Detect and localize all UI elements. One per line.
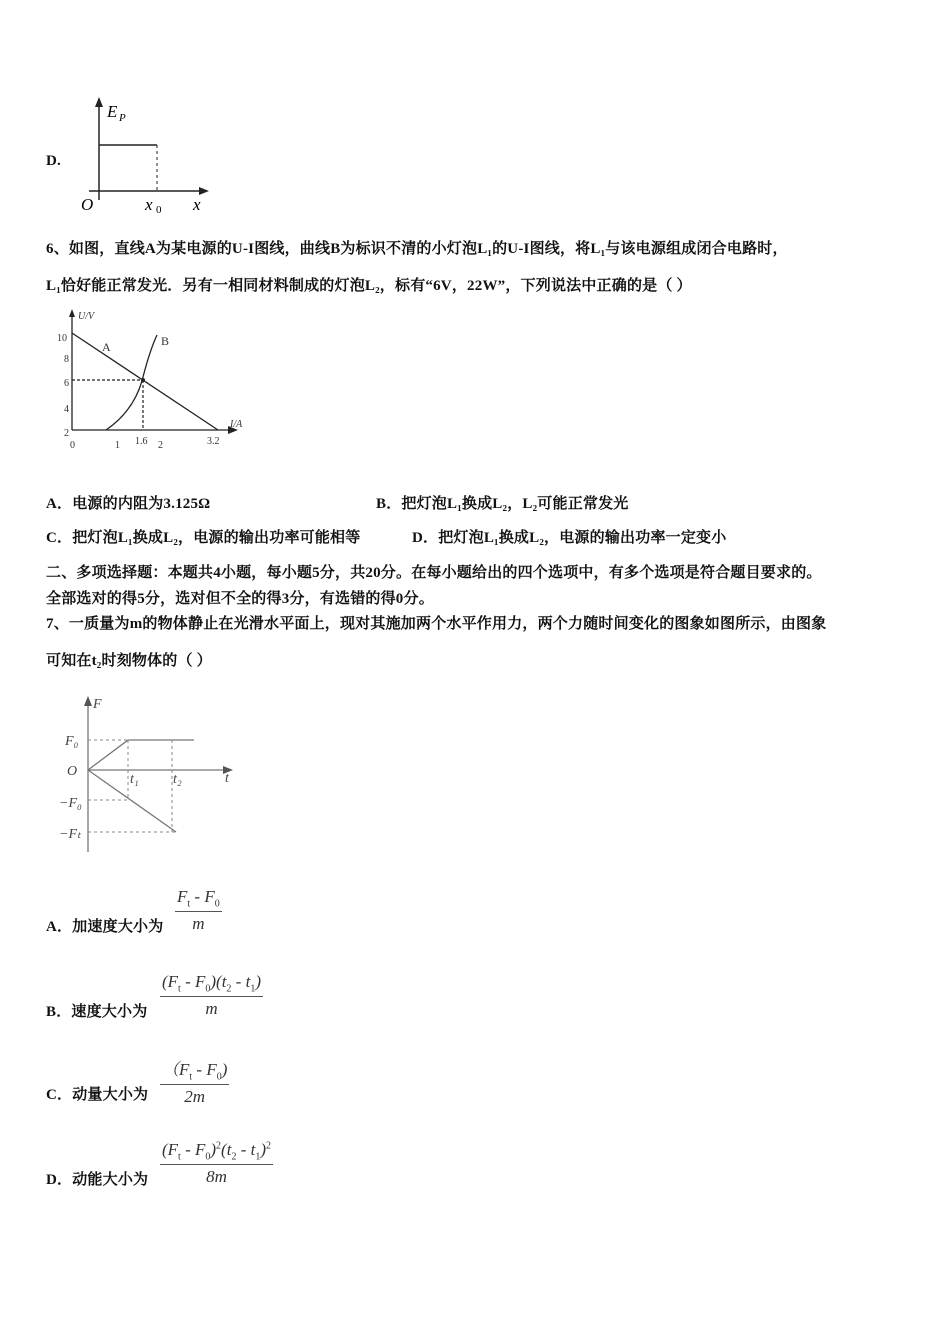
formula-token: 0	[205, 1151, 211, 1163]
x-tick: 1	[115, 440, 120, 451]
formula-numerator	[160, 1140, 273, 1165]
formula-token: t	[178, 1151, 181, 1163]
f-y-label: F	[93, 697, 102, 712]
f0-label: F₀	[65, 734, 79, 749]
q6-option-c: C．把灯泡L₁换成L₂，电源的输出功率可能相等	[46, 530, 361, 546]
y-tick: 10	[57, 333, 67, 344]
line-a-label: A	[102, 340, 111, 354]
formula-denominator	[206, 1165, 227, 1187]
formula-token: 1	[250, 983, 256, 995]
option-d-label: D.	[46, 153, 61, 169]
formula-token: 2m	[184, 1087, 206, 1107]
q6-text-1: 6、如图，直线A为某电源的U-I图线，曲线B为标识不清的小灯泡L₁的U-I图线，将L₁与该电源组成闭合电路时，	[46, 241, 788, 257]
section2-text-1: 二、多项选择题：本题共4小题，每小题5分，共20分。在每小题给出的四个选项中，有多个选项是符合题目要求的。	[46, 565, 822, 581]
formula-token: m	[205, 999, 218, 1019]
f-x-label: t	[225, 771, 229, 786]
formula	[160, 1140, 273, 1187]
ep-graph	[75, 95, 215, 215]
formula-denominator	[205, 997, 217, 1019]
ep-origin: O	[81, 195, 94, 214]
q7-option-label: B．速度大小为	[46, 1004, 148, 1020]
curve-b-label: B	[161, 334, 170, 348]
ui-x-label: I/A	[230, 419, 243, 430]
formula-token: )(t	[210, 972, 227, 991]
formula-token: （F	[162, 1060, 190, 1079]
formula-token: - F	[190, 887, 215, 906]
force-graph	[55, 690, 245, 860]
formula-token: 2	[216, 1140, 222, 1152]
formula-numerator	[160, 972, 263, 997]
t1-label: t₁	[130, 772, 139, 787]
q7-option-label: D．动能大小为	[46, 1172, 149, 1188]
y-tick: 4	[64, 404, 69, 415]
q6-option-b: B．把灯泡L₁换成L₂，L₂可能正常发光	[376, 496, 629, 512]
x-tick: 0	[70, 440, 75, 451]
ui-graph	[50, 305, 250, 455]
formula-token: 2	[266, 1140, 271, 1152]
formula-token: t	[189, 1071, 193, 1083]
ui-y-label: U/V	[78, 311, 95, 322]
q7-text-1: 7、一质量为m的物体静止在光滑水平面上，现对其施加两个水平作用力，两个力随时间变化的图象如图所示，由图象	[46, 616, 827, 632]
q6-option-d: D．把灯泡L₁换成L₂，电源的输出功率一定变小	[412, 530, 727, 546]
formula	[160, 1055, 229, 1107]
f-origin: O	[67, 764, 78, 779]
neg-f0-label: −F₀	[59, 796, 82, 811]
formula-token: )	[255, 972, 261, 991]
t2-label: t₂	[173, 772, 182, 787]
q6-text-2: L₁恰好能正常发光．另有一相同材料制成的灯泡L₂，标有“6V，22W”，下列说法中正确的是（ ）	[46, 278, 692, 294]
ep-x-label: x	[193, 195, 201, 214]
formula-token: )	[210, 1140, 217, 1159]
formula-token: )	[221, 1060, 228, 1079]
formula	[175, 887, 222, 934]
formula-token: 0	[216, 1071, 222, 1083]
formula-token: t	[187, 898, 191, 910]
formula-token: )	[260, 1140, 266, 1159]
ep-y-sub: P	[119, 112, 126, 124]
ep-x0-sub: 0	[156, 204, 162, 215]
y-tick: 2	[64, 428, 69, 439]
formula-token: (F	[162, 972, 179, 991]
formula-token: t	[178, 983, 181, 995]
formula-token: 2	[226, 983, 232, 995]
section2-text-2: 全部选对的得5分，选对但不全的得3分，有选错的得0分。	[46, 591, 434, 607]
q7-text-2: 可知在t₂时刻物体的（ ）	[46, 653, 212, 669]
formula-numerator	[175, 887, 222, 912]
neg-ft-label: −Fₜ	[59, 827, 82, 842]
formula-token: - F	[180, 1140, 206, 1159]
formula-token: - t	[236, 1140, 256, 1159]
q7-option-label: A．加速度大小为	[46, 919, 164, 935]
formula-token: F	[177, 887, 188, 906]
y-tick: 6	[64, 378, 69, 389]
formula	[160, 972, 263, 1019]
formula-token: - t	[231, 972, 251, 991]
ep-y-label: E	[107, 102, 118, 121]
formula-numerator	[160, 1055, 229, 1085]
formula-token: 8m	[206, 1167, 227, 1187]
q7-option-label: C．动量大小为	[46, 1087, 149, 1103]
formula-token: 0	[214, 898, 220, 910]
formula-token: 2	[231, 1151, 237, 1163]
formula-token: 1	[255, 1151, 261, 1163]
formula-token: (F	[162, 1140, 179, 1159]
x-tick: 3.2	[207, 436, 220, 447]
formula-denominator	[184, 1085, 205, 1107]
y-tick: 8	[64, 354, 69, 365]
formula-token: m	[192, 914, 205, 934]
formula-token: - F	[180, 972, 206, 991]
formula-denominator	[192, 912, 204, 934]
x-tick: 1.6	[135, 436, 148, 447]
q6-option-a: A．电源的内阻为3.125Ω	[46, 496, 211, 512]
ep-x0: x	[145, 195, 153, 214]
formula-token: 0	[205, 983, 211, 995]
formula-token: (t	[221, 1140, 232, 1159]
formula-token: - F	[192, 1060, 217, 1079]
x-tick: 2	[158, 440, 163, 451]
